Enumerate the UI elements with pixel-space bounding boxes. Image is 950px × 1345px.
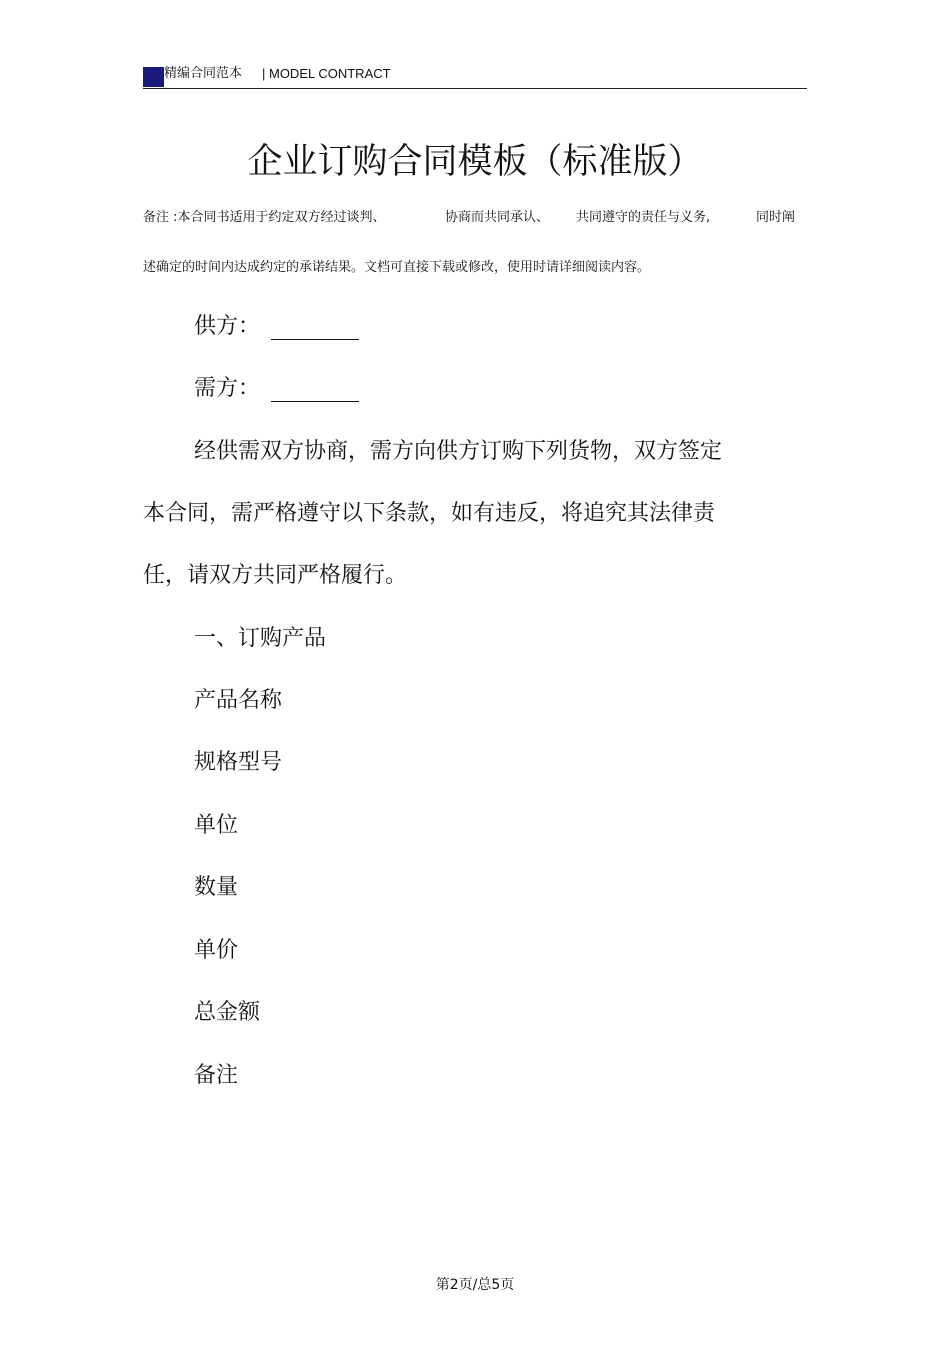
note-segment: 共同遵守的责任与义务, [576,210,711,225]
supplier-label: 供方： [194,314,261,339]
list-item: 单价 [194,938,239,963]
list-item: 总金额 [194,1000,261,1025]
buyer-blank[interactable] [271,401,359,402]
note-segment: 协商而共同承认、 [445,210,550,225]
note-line-2: 述确定的时间内达成约定的承诺结果。文档可直接下载或修改，使用时请详细阅读内容。 [143,260,651,275]
brand-logo-icon [143,67,164,87]
list-item: 规格型号 [194,750,283,775]
page-number: 第2页/总5页 [435,1277,515,1293]
document-title: 企业订购合同模板（标准版） [247,142,703,182]
page-header [143,64,807,88]
supplier-blank[interactable] [271,339,359,340]
section-heading: 一、订购产品 [194,626,327,651]
header-subtitle: | MODEL CONTRACT [262,66,391,81]
list-item: 单位 [194,813,239,838]
header-divider [143,88,807,89]
list-item: 数量 [194,875,239,900]
note-segment: 同时阐 [756,210,796,225]
note-segment: 备注 :本合同书适用于约定双方经过谈判、 [143,210,386,225]
intro-line-3: 任，请双方共同严格履行。 [143,563,408,588]
intro-line-1: 经供需双方协商，需方向供方订购下列货物，双方签定 [194,439,723,464]
list-item: 产品名称 [194,688,283,713]
intro-line-2: 本合同，需严格遵守以下条款，如有违反，将追究其法律责 [143,501,716,526]
list-item: 备注 [194,1063,239,1088]
header-brand: 精编合同范本 [164,66,243,81]
buyer-label: 需方： [194,376,261,401]
